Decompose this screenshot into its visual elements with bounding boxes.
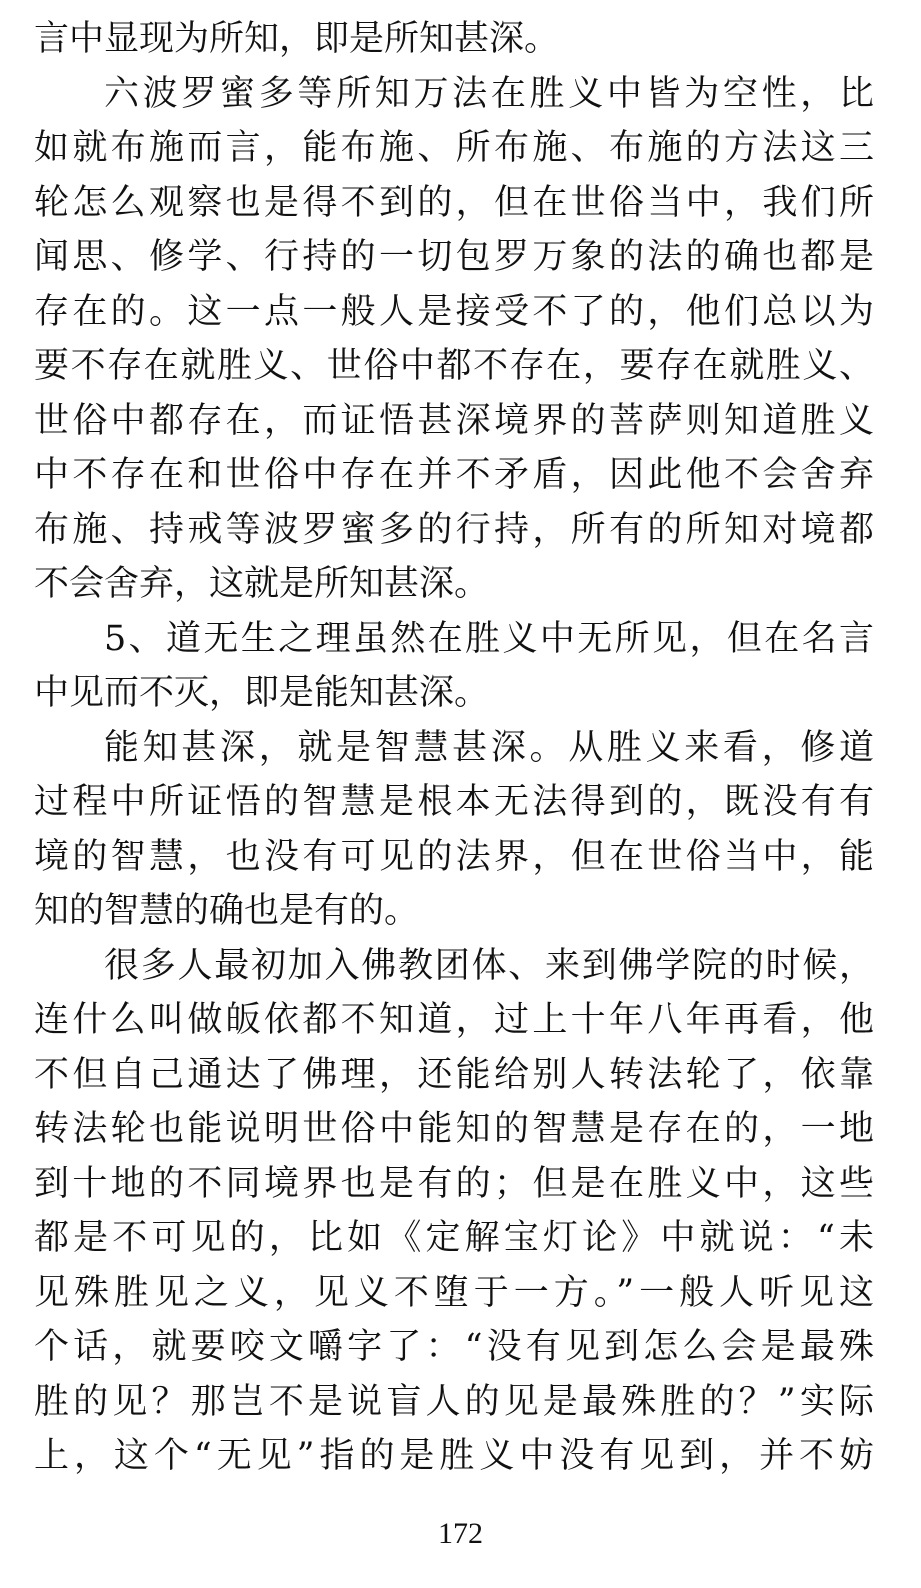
text-line: 闻思、修学、行持的一切包罗万象的法的确也都是	[34, 237, 874, 277]
text-line: 如就布施而言，能布施、所布施、布施的方法这三	[34, 128, 874, 168]
text-line: 都是不可见的，比如《定解宝灯论》中就说：“未	[34, 1218, 874, 1258]
text-line: 中不存在和世俗中存在并不矛盾，因此他不会舍弃	[34, 455, 874, 495]
text-line: 知的智慧的确也是有的。	[34, 891, 420, 931]
text-line: 中见而不灭，即是能知甚深。	[34, 673, 490, 713]
text-line: 世俗中都存在，而证悟甚深境界的菩萨则知道胜义	[34, 400, 874, 441]
text-line: 很多人最初加入佛教团体、来到佛学院的时候，	[104, 945, 874, 986]
page-number: 172	[438, 1517, 483, 1550]
text-line: 个话，就要咬文嚼字了：“没有见到怎么会是最殊	[34, 1327, 874, 1367]
body-text	[34, 12, 874, 1484]
text-line: 能知甚深，就是智慧甚深。从胜义来看，修道	[104, 727, 874, 768]
text-line: 存在的。这一点一般人是接受不了的，他们总以为	[34, 291, 874, 332]
text-line: 5、道无生之理虽然在胜义中无所见，但在名言	[104, 618, 874, 659]
text-line: 胜的见？那岂不是说盲人的见是最殊胜的？”实际	[34, 1381, 874, 1422]
text-line: 连什么叫做皈依都不知道，过上十年八年再看，他	[34, 1000, 874, 1040]
text-line: 要不存在就胜义、世俗中都不存在，要存在就胜义、	[34, 346, 874, 386]
text-line: 六波罗蜜多等所知万法在胜义中皆为空性，比	[104, 73, 874, 114]
text-line: 境的智慧，也没有可见的法界，但在世俗当中，能	[34, 836, 874, 877]
text-line: 不但自己通达了佛理，还能给别人转法轮了，依靠	[34, 1054, 874, 1095]
text-line: 到十地的不同境界也是有的；但是在胜义中，这些	[34, 1163, 874, 1204]
text-line: 轮怎么观察也是得不到的，但在世俗当中，我们所	[34, 182, 874, 223]
text-line: 布施、持戒等波罗蜜多的行持，所有的所知对境都	[34, 509, 874, 550]
text-line: 见殊胜见之义，见义不堕于一方。”一般人听见这	[34, 1272, 874, 1313]
text-line: 言中显现为所知，即是所知甚深。	[34, 19, 560, 59]
text-line: 过程中所证悟的智慧是根本无法得到的，既没有有	[34, 782, 874, 822]
text-line: 不会舍弃，这就是所知甚深。	[34, 564, 490, 604]
text-line: 上，这个“无见”指的是胜义中没有见到，并不妨	[34, 1436, 874, 1476]
text-line: 转法轮也能说明世俗中能知的智慧是存在的，一地	[34, 1109, 874, 1149]
